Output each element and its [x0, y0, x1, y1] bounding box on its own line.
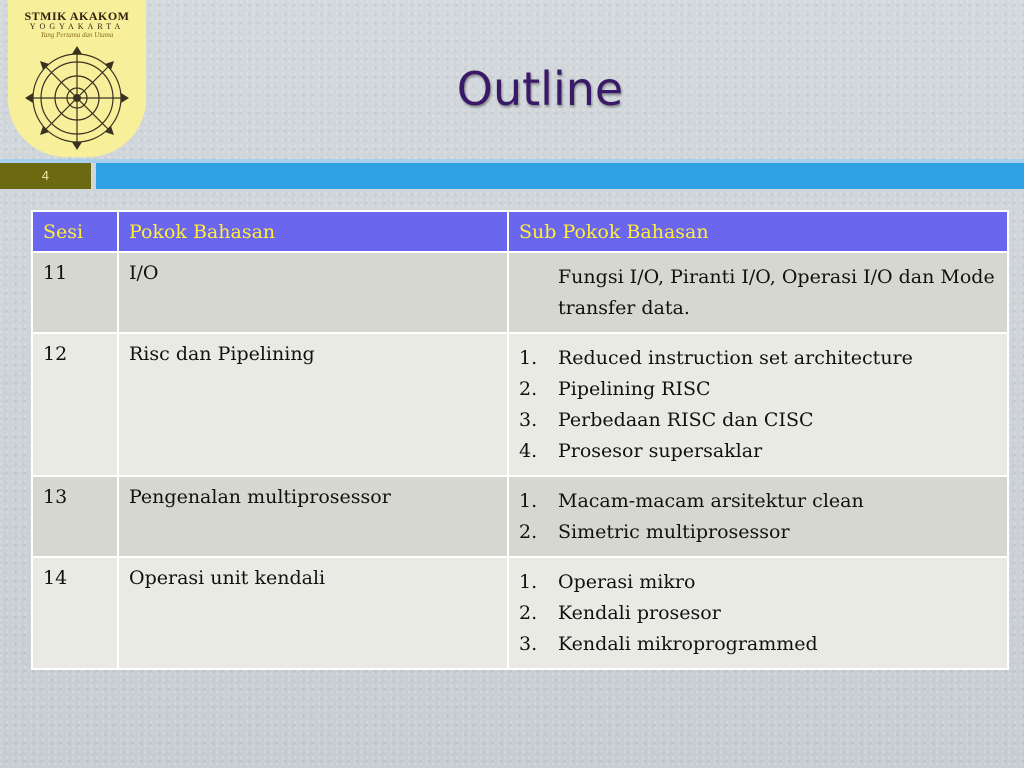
list-item: 1. Operasi mikro [519, 571, 696, 593]
list-item: 1. Macam-macam arsitektur clean [519, 490, 864, 512]
table-row [32, 333, 1008, 476]
outline-table [31, 210, 1009, 670]
list-item: 2. Kendali prosesor [519, 602, 721, 624]
slide-title: Outline [456, 62, 624, 116]
cell-sesi: 11 [32, 252, 118, 333]
table-row [32, 476, 1008, 557]
table-row [32, 252, 1008, 333]
table-header-row [32, 211, 1008, 252]
cell-sub [508, 252, 1008, 333]
cell-sesi: 13 [32, 476, 118, 557]
list-item: 3. Perbedaan RISC dan CISC [519, 409, 814, 431]
header-pokok-bahasan: Pokok Bahasan [118, 211, 508, 252]
cell-pokok: I/O [118, 252, 508, 333]
sub-text: Fungsi I/O, Piranti I/O, Operasi I/O dan Mode transfer data. [558, 266, 995, 319]
sub-list [519, 486, 997, 548]
logo-motto: Yang Pertama dan Utama [40, 31, 114, 39]
accent-bar [96, 163, 1024, 189]
college-seal-icon [22, 40, 132, 150]
list-item: 1. Reduced instruction set architecture [519, 347, 913, 369]
cell-sub [508, 557, 1008, 669]
list-item: 2. Pipelining RISC [519, 378, 711, 400]
sub-list [519, 567, 997, 660]
cell-sub [508, 333, 1008, 476]
table-row [32, 557, 1008, 669]
list-item: 3. Kendali mikroprogrammed [519, 633, 818, 655]
logo-name: STMIK AKAKOM [24, 9, 130, 23]
cell-pokok: Operasi unit kendali [118, 557, 508, 669]
cell-sesi: 12 [32, 333, 118, 476]
cell-pokok: Risc dan Pipelining [118, 333, 508, 476]
college-logo [8, 0, 146, 157]
cell-sesi: 14 [32, 557, 118, 669]
list-item: 2. Simetric multiprosessor [519, 521, 790, 543]
sub-list [519, 343, 997, 467]
logo-city: YOGYAKARTA [29, 22, 125, 31]
cell-sub [508, 476, 1008, 557]
header-sesi: Sesi [32, 211, 118, 252]
list-item: 4. Prosesor supersaklar [519, 440, 763, 462]
cell-pokok: Pengenalan multiprosessor [118, 476, 508, 557]
slide-number: 4 [41, 169, 50, 183]
header-sub-pokok-bahasan: Sub Pokok Bahasan [508, 211, 1008, 252]
